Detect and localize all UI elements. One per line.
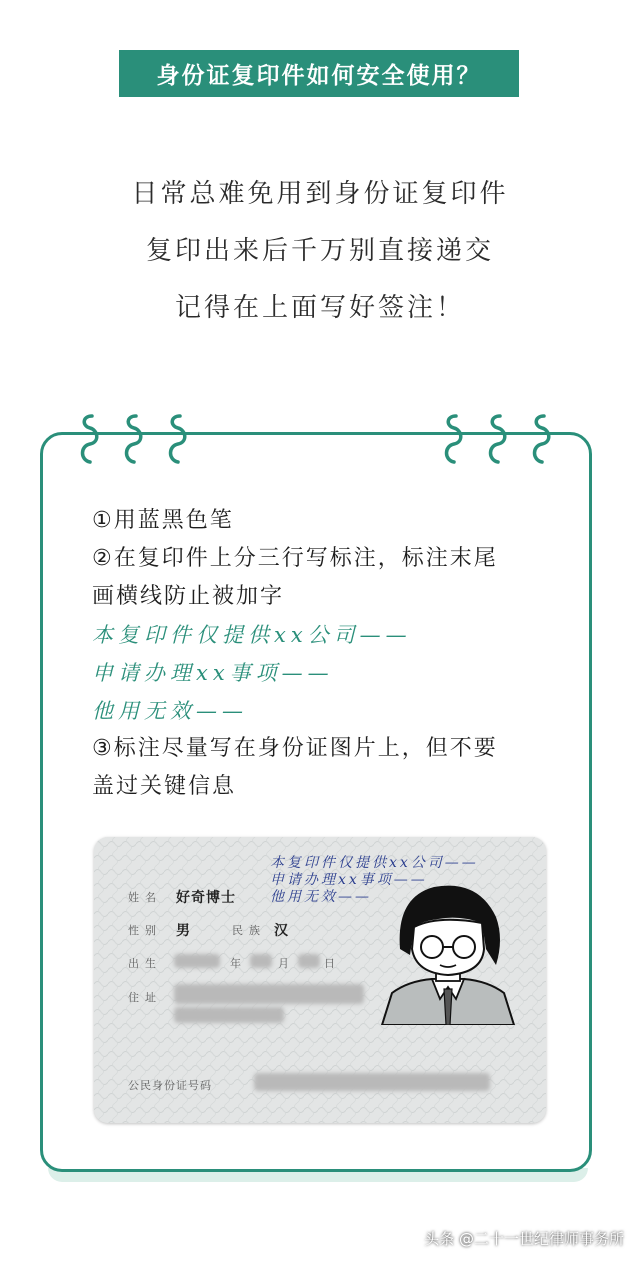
value-sex: 男 [176,923,191,939]
label-month: 月 [278,957,295,970]
blurred-birth-year [174,954,220,968]
blurred-birth-month [250,954,272,968]
id-card-image [94,837,546,1123]
intro-text [0,172,640,343]
blurred-address-line [174,984,364,1004]
label-day: 日 [324,957,341,970]
note-line: 盖过关键信息 [92,774,237,799]
intro-line: 日常总难免用到身份证复印件 [131,179,509,209]
note-line: ③标注尽量写在身份证图片上，但不要 [92,736,498,761]
intro-line: 记得在上面写好签注！ [174,293,465,323]
handwritten-line: 申请办理xx事项—— [92,661,334,685]
label-sex: 性别 [128,924,162,937]
label-birth: 出生 [128,957,162,970]
spiral-ring-icon [486,412,510,466]
value-name: 好奇博士 [176,890,236,906]
spiral-ring-icon [78,412,102,466]
label-year: 年 [230,957,247,970]
note-line: ①用蓝黑色笔 [92,508,234,533]
card-annotation [270,855,540,906]
card-annotation-line: 申请办理xx事项—— [270,872,428,888]
note-line: 画横线防止被加字 [92,584,285,609]
spiral-ring-icon [530,412,554,466]
label-ethnicity: 民族 [232,924,266,937]
page-title: 身份证复印件如何安全使用？ [119,50,519,97]
card-annotation-line: 本复印件仅提供xx公司—— [270,855,479,871]
handwritten-line: 本复印件仅提供xx公司—— [92,623,412,647]
handwritten-line: 他用无效—— [92,699,248,723]
spiral-ring-icon [166,412,190,466]
spiral-ring-icon [442,412,466,466]
label-address: 住址 [128,991,162,1004]
card-annotation-line: 他用无效—— [270,889,372,905]
notebook-content [92,502,572,806]
intro-line: 复印出来后千万别直接递交 [145,236,494,266]
value-ethnicity: 汉 [274,923,289,939]
spiral-ring-icon [122,412,146,466]
label-name: 姓名 [128,891,162,904]
note-line: ②在复印件上分三行写标注，标注末尾 [92,546,498,571]
label-id-number: 公民身份证号码 [128,1079,212,1092]
blurred-id-number [254,1073,490,1091]
blurred-address-line [174,1007,284,1023]
watermark-footer: 头条 @二十一世纪律师事务所 [424,1230,624,1248]
blurred-birth-day [298,954,320,968]
